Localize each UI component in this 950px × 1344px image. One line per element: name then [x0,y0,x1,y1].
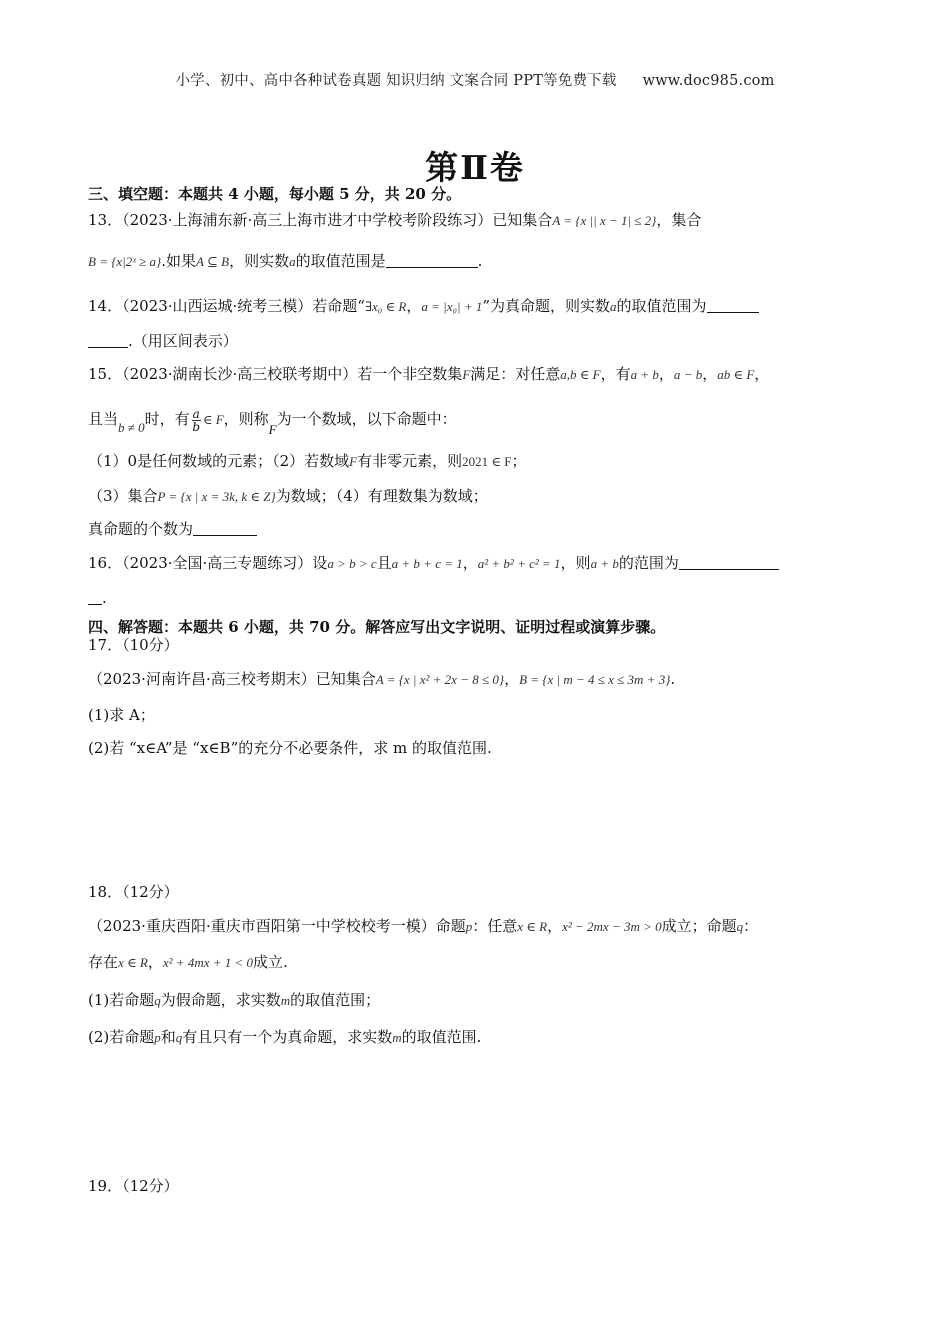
q15-formula: 2021 ∈ F [462,454,512,469]
question-19-header: 19．（12分） [88,1177,179,1195]
q18-formula: x ∈ R [118,955,148,970]
question-18-part-2 [88,1027,878,1048]
paper-title: 第Ⅱ卷 [425,148,525,187]
question-16-line-1 [88,553,878,574]
q17-set-a-formula: A = {x | x² + 2x − 8 ≤ 0} [375,672,505,687]
question-18-part-1 [88,990,878,1011]
q16-text: 16．（2023·全国·高三专题练习）设 [88,554,328,572]
fraction-denominator: b [192,419,201,434]
q15-text: ， [754,365,770,383]
fraction-numerator: a [192,406,200,421]
q18-text: 成立. [253,953,288,971]
q18-var-p: p [465,919,473,934]
q15-text: 且当 [88,410,119,428]
question-14-line-2 [88,331,878,351]
q15-text: 为一个数域，以下命题中： [276,410,457,428]
page-header [0,69,950,90]
q18-formula: x² − 2mx − 3m > 0 [562,919,662,934]
q18-text: 为假命题，求实数 [160,991,281,1009]
q15-var-f: F [268,422,277,437]
q14-abs-formula: a = |x₀| + 1 [421,299,483,314]
q18-text: 的取值范围. [401,1028,482,1046]
q13-text: 的取值范围是 [295,252,386,270]
question-18-header: 18．（12分） [88,883,179,901]
question-15-line-2 [88,404,878,435]
q14-text: .（用区间表示） [128,332,238,350]
q15-text: （3）集合 [88,487,158,505]
q16-text: ，则 [560,554,591,572]
question-17-header: 17．（10分） [88,636,179,654]
q13-var-a: a [289,254,296,269]
q18-text: 存在 [88,953,119,971]
answer-blank [707,297,759,313]
q15-text: ； [511,452,527,470]
q15-text: ， [658,365,674,383]
question-15-line-1 [88,364,878,385]
q16-text: 且 [376,554,392,572]
q15-text: ，则称 [223,410,269,428]
q13-text: . [477,252,483,270]
q14-text: 14．（2023·山西运城·统考三模）若命题“ [88,297,365,315]
q13-set-b-formula: B = {x|2ˣ ≥ a} [88,254,162,269]
q13-set-a-formula: A = {x || x − 1| ≤ 2} [552,213,657,228]
q15-text: 15．（2023·湖南长沙·高三校联考期中）若一个非空数集 [88,365,463,383]
q18-text: ： [743,917,759,935]
q13-text: .如果 [161,252,197,270]
q18-text: 有且只有一个为真命题，求实数 [182,1028,393,1046]
question-14-line-1 [88,296,878,317]
answer-blank [386,252,478,268]
header-text: 小学、初中、高中各种试卷真题 知识归纳 文案合同 PPT等免费下载 [175,73,617,89]
q15-formula: a,b ∈ F [560,367,601,382]
section-heading-answer: 四、解答题：本题共 6 小题，共 70 分。解答应写出文字说明、证明过程或演算步骤。 [88,618,666,636]
q13-text: 13．（2023·上海浦东新·高三上海市进才中学校考阶段练习）已知集合 [88,211,553,229]
q17-set-b-formula: B = {x | m − 4 ≤ x ≤ 3m + 3} [519,672,671,687]
q16-formula: a + b + c = 1 [391,556,463,571]
q18-text: (1)若命题 [88,991,155,1009]
q18-var-q: q [154,993,161,1008]
question-13-line-1 [88,210,878,231]
q18-var-q: q [736,919,744,934]
section-heading-fill-in: 三、填空题：本题共 4 小题，每小题 5 分，共 20 分。 [88,185,462,203]
question-15-line-4 [88,486,878,507]
q18-text: ， [147,953,163,971]
q16-formula: a + b [590,556,619,571]
q16-text: . [102,589,107,607]
q18-var-m: m [280,993,291,1008]
q15-text: 时，有 [144,410,190,428]
q18-formula: x ∈ R [517,919,548,934]
q14-text: ”为真命题，则实数 [482,297,611,315]
q18-text: ：任意 [472,917,518,935]
q14-var-a: a [610,299,617,314]
question-15-line-5 [88,519,878,539]
q16-formula: a² + b² + c² = 1 [477,556,561,571]
q17-text: . [670,670,676,688]
q18-formula: x² + 4mx + 1 < 0 [162,955,254,970]
q18-text: ， [547,917,563,935]
q18-text: 成立；命题 [661,917,737,935]
q15-text: ，有 [600,365,631,383]
q15-text: 为数域；（4）有理数集为数域； [275,487,488,505]
q17-text: （2023·河南许昌·高三校考期末）已知集合 [88,670,376,688]
q18-var-m: m [392,1030,402,1045]
question-17-part-2: (2)若 “x∈A”是 “x∈B”的充分不必要条件，求 m 的取值范围. [88,739,492,757]
q18-text: （2023·重庆酉阳·重庆市酉阳第一中学校校考一模）命题 [88,917,466,935]
q15-formula: a − b [673,367,703,382]
answer-blank [679,554,779,570]
q15-var-f: F [462,367,471,382]
q14-exists-formula: ∃x₀ ∈ R [364,299,407,314]
q15-formula: ab ∈ F [717,367,755,382]
question-17-part-1: (1)求 A； [88,706,155,724]
q15-formula: ∈ F [202,412,224,427]
question-17-line-1 [88,669,878,690]
q18-var-p: p [154,1030,161,1045]
q14-text: 的取值范围为 [616,297,707,315]
q15-formula: b ≠ 0 [118,420,145,435]
q15-text: ， [702,365,718,383]
question-15-line-3 [88,451,878,472]
question-18-line-1 [88,916,878,937]
q16-text: ， [462,554,478,572]
q15-text: 满足：对任意 [470,365,561,383]
q15-fraction [192,408,201,433]
q18-text: (2)若命题 [88,1028,155,1046]
q15-var-f: F [349,454,358,469]
q15-text: 有非零元素，则 [357,452,463,470]
question-13-line-2 [88,251,878,272]
q13-text: ，则实数 [229,252,290,270]
q16-text: 的范围为 [618,554,679,572]
q18-text: 的取值范围； [290,991,381,1009]
answer-blank [193,520,257,536]
q13-text: ，集合 [656,211,702,229]
q13-subset-formula: A ⊆ B [196,254,230,269]
question-16-line-2 [88,588,878,608]
q17-text: ， [504,670,520,688]
q18-text: 和 [160,1028,176,1046]
q18-var-q: q [175,1030,183,1045]
q15-text: （1）0是任何数域的元素；（2）若数域 [88,452,350,470]
q15-text: 真命题的个数为 [88,520,194,538]
q14-text: ， [406,297,422,315]
q15-set-p-formula: P = {x | x = 3k, k ∈ Z} [157,489,276,504]
question-18-line-2 [88,952,878,973]
q16-formula: a > b > c [327,556,377,571]
answer-blank [88,589,102,605]
q15-formula: a + b [630,367,659,382]
answer-blank [88,332,128,348]
header-site: www.doc985.com [642,73,775,89]
